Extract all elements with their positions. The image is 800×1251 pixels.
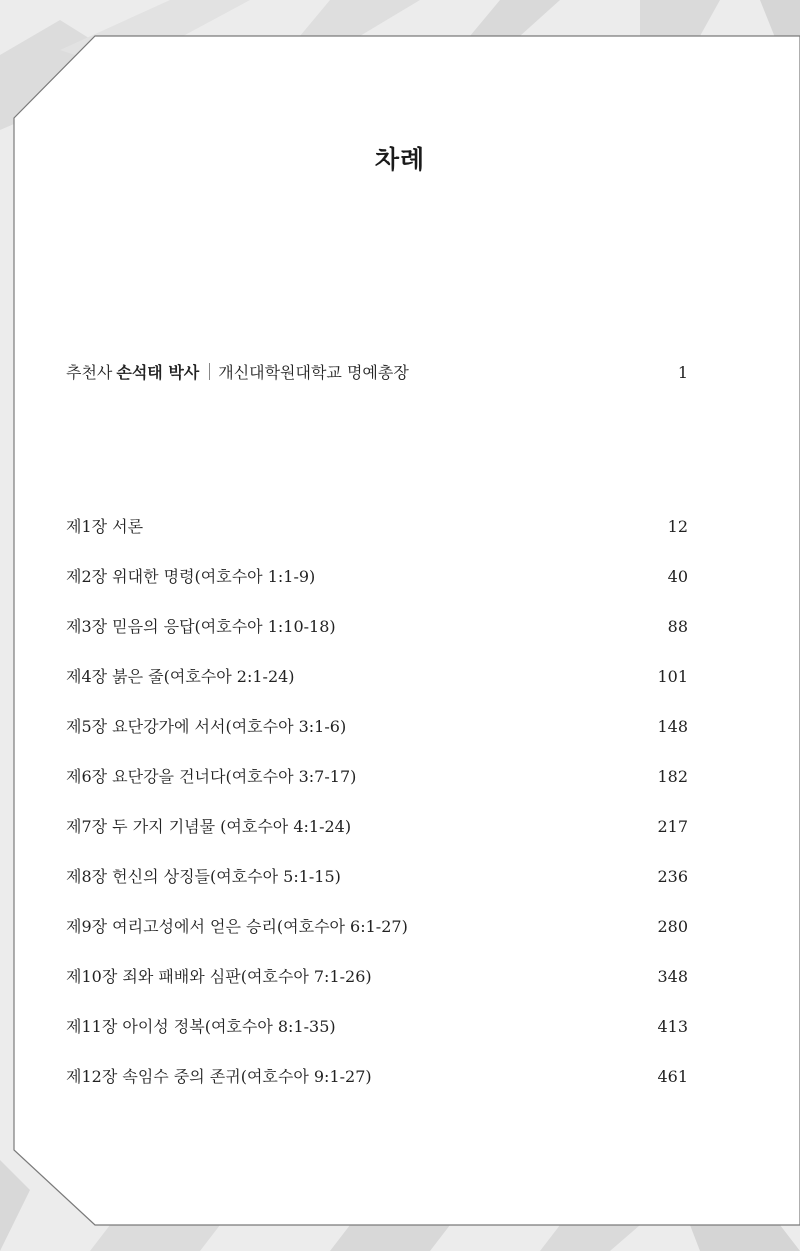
- chapter-title: 제10장 죄와 패배와 심판(여호수아 7:1-26): [66, 967, 372, 986]
- chapter-page: 280: [657, 917, 688, 936]
- page-title: 차례: [374, 145, 426, 174]
- chapter-item: [66, 714, 688, 764]
- chapter-title: 제11장 아이성 정복(여호수아 8:1-35): [66, 1017, 336, 1036]
- chapter-title: 제12장 속임수 중의 존귀(여호수아 9:1-27): [66, 1067, 372, 1086]
- chapter-title: 제2장 위대한 명령(여호수아 1:1-9): [66, 567, 316, 586]
- chapter-page: 217: [657, 817, 688, 836]
- chapter-page: 40: [667, 567, 688, 586]
- chapter-page: 12: [667, 517, 688, 536]
- chapter-title: 제9장 여리고성에서 얻은 승리(여호수아 6:1-27): [66, 917, 408, 936]
- recommender-name: 손석태 박사: [116, 363, 200, 382]
- chapter-item: [66, 1014, 688, 1064]
- chapter-title: 제6장 요단강을 건너다(여호수아 3:7-17): [66, 767, 357, 786]
- chapter-title: 제3장 믿음의 응답(여호수아 1:10-18): [66, 617, 336, 636]
- chapter-item: [66, 1064, 688, 1114]
- chapter-page: 148: [657, 717, 688, 736]
- recommendation-entry: [66, 360, 688, 386]
- chapter-page: 461: [657, 1067, 688, 1086]
- chapter-page: 182: [657, 767, 688, 786]
- recommender-affiliation: 개신대학원대학교 명예총장: [218, 363, 409, 382]
- chapter-title: 제1장 서론: [66, 517, 144, 536]
- chapter-item: [66, 664, 688, 714]
- chapter-list: [66, 514, 688, 1114]
- chapter-item: [66, 914, 688, 964]
- chapter-item: [66, 864, 688, 914]
- chapter-item: [66, 514, 688, 564]
- chapter-title: 제8장 헌신의 상징들(여호수아 5:1-15): [66, 867, 341, 886]
- chapter-title: 제4장 붉은 줄(여호수아 2:1-24): [66, 667, 295, 686]
- recommendation-page: 1: [677, 363, 688, 382]
- chapter-page: 413: [657, 1017, 688, 1036]
- separator-bar: [209, 363, 210, 380]
- chapter-item: [66, 614, 688, 664]
- recommendation-label: 추천사: [66, 363, 113, 382]
- chapter-item: [66, 964, 688, 1014]
- chapter-item: [66, 564, 688, 614]
- recommendation-text: [66, 360, 409, 386]
- chapter-page: 88: [667, 617, 688, 636]
- chapter-page: 348: [657, 967, 688, 986]
- chapter-title: 제7장 두 가지 기념물 (여호수아 4:1-24): [66, 817, 352, 836]
- chapter-item: [66, 814, 688, 864]
- chapter-page: 236: [657, 867, 688, 886]
- chapter-title: 제5장 요단강가에 서서(여호수아 3:1-6): [66, 717, 347, 736]
- chapter-page: 101: [657, 667, 688, 686]
- chapter-item: [66, 764, 688, 814]
